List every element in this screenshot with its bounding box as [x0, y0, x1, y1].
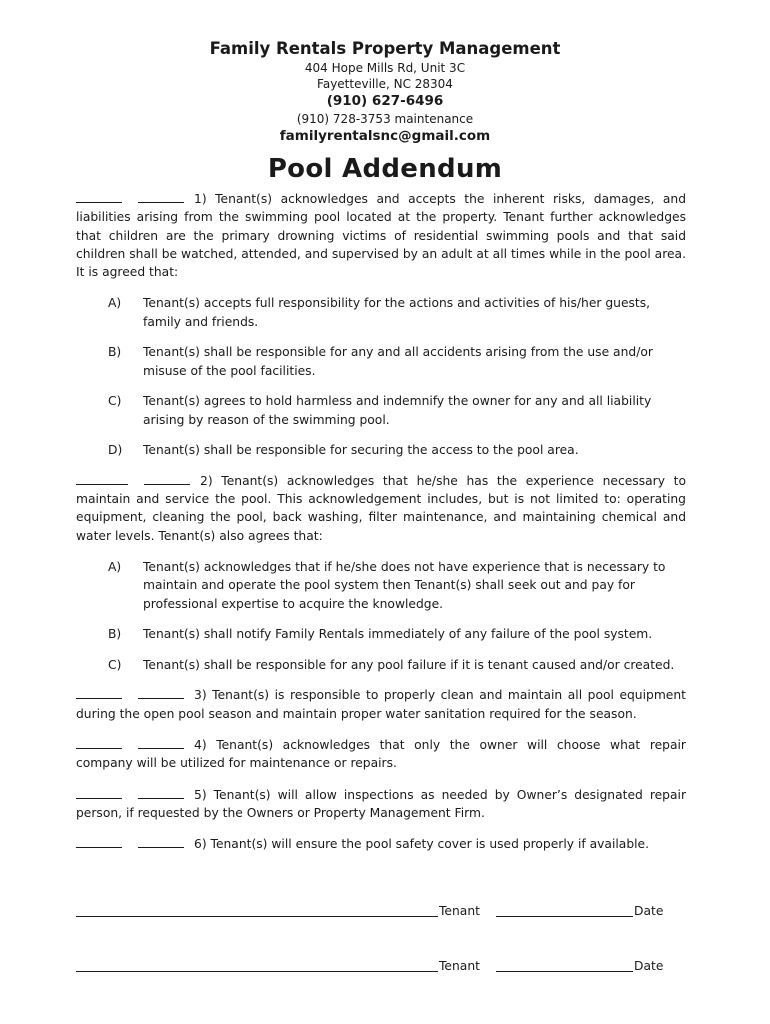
- tenant-signature-line[interactable]: [76, 970, 438, 972]
- clause-text: 3) Tenant(s) is responsible to properly clean and maintain all pool equipment during the open pool season and maintain proper water sanitation required for the season.: [76, 688, 686, 721]
- date-label: Date: [634, 959, 664, 973]
- initials-blank[interactable]: [76, 191, 122, 203]
- signature-row: [76, 957, 686, 1012]
- document-title: Pool Addendum: [267, 154, 503, 184]
- initials-blank[interactable]: [144, 473, 190, 485]
- clause-6: [76, 835, 686, 853]
- initials-blank[interactable]: [76, 687, 122, 699]
- list-item: C) Tenant(s) shall be responsible for any pool failure if it is tenant caused and/or created.: [108, 657, 675, 672]
- clause-text: 1) Tenant(s) acknowledges and accepts the inherent risks, damages, and liabilities arising from the swimming pool located at the property. Tenant further acknowledges that children are the primary drowning victims of residential swimming pools and that said children shall be watched, attended, and supervised by an adult at all times while in the pool area. It is agreed that:: [76, 192, 686, 280]
- signature-block: [76, 902, 686, 1012]
- address-line-1: 404 Hope Mills Rd, Unit 3C: [304, 61, 466, 75]
- date-label: Date: [634, 904, 664, 918]
- list-item: A) Tenant(s) accepts full responsibility for the actions and activities of his/her guests, family and friends.: [108, 296, 651, 329]
- clause-2: [76, 472, 686, 545]
- clause-5: [76, 786, 686, 823]
- tenant-label: Tenant: [439, 904, 480, 918]
- list-item: A) Tenant(s) acknowledges that if he/she does not have experience that is necessary to maintain and operate the pool system then Tenant(s) shall seek out and pay for professional expertise to acquire the knowledge.: [108, 559, 666, 611]
- list-item: D) Tenant(s) shall be responsible for securing the access to the pool area.: [108, 443, 579, 458]
- tenant-signature-line[interactable]: [76, 915, 438, 917]
- phone-number: (910) 627-6496: [326, 93, 444, 109]
- clause-2-list: [76, 558, 686, 674]
- initials-blank[interactable]: [76, 473, 128, 485]
- spacer: [76, 773, 686, 786]
- initials-blank[interactable]: [76, 836, 122, 848]
- letterhead: [0, 38, 770, 146]
- signature-row: [76, 902, 686, 957]
- initials-blank[interactable]: [138, 191, 184, 203]
- spacer: [76, 723, 686, 736]
- clause-3: [76, 686, 686, 723]
- initials-blank[interactable]: [138, 787, 184, 799]
- maintenance-phone: (910) 728-3753 maintenance: [296, 112, 474, 126]
- initials-blank[interactable]: [76, 737, 122, 749]
- clause-text: 5) Tenant(s) will allow inspections as needed by Owner’s designated repair person, if requested by the Owners or Property Management Firm.: [76, 787, 686, 820]
- date-line[interactable]: [496, 970, 633, 972]
- list-item: B) Tenant(s) shall notify Family Rentals immediately of any failure of the pool system.: [108, 627, 653, 642]
- company-name: Family Rentals Property Management: [209, 39, 561, 58]
- clause-1: [76, 190, 686, 281]
- address-line-2: Fayetteville, NC 28304: [317, 77, 453, 91]
- initials-blank[interactable]: [76, 787, 122, 799]
- clause-text: 4) Tenant(s) acknowledges that only the owner will choose what repair company will be utilized for maintenance or repairs.: [76, 737, 686, 771]
- list-item: C) Tenant(s) agrees to hold harmless and indemnify the owner for any and all liability arising by reason of the swimming pool.: [108, 394, 652, 427]
- clause-4: [76, 736, 686, 773]
- date-line[interactable]: [496, 915, 633, 917]
- list-item: B) Tenant(s) shall be responsible for any and all accidents arising from the use and/or misuse of the pool facilities.: [108, 345, 653, 378]
- clause-text: 6) Tenant(s) will ensure the pool safety cover is used properly if available.: [194, 837, 650, 852]
- email-address: familyrentalsnc@gmail.com: [279, 128, 491, 144]
- initials-blank[interactable]: [138, 737, 184, 749]
- addendum-body: [76, 190, 686, 853]
- clause-text: 2) Tenant(s) acknowledges that he/she has the experience necessary to maintain and service the pool. This acknowledgement includes, but is not limited to: operating equipment, cleaning the pool, back washing, filter maintenance, and maintaining chemical and water levels. Tenant(s) also agrees that:: [76, 473, 686, 543]
- initials-blank[interactable]: [138, 687, 184, 699]
- tenant-label: Tenant: [439, 959, 480, 973]
- initials-blank[interactable]: [138, 836, 184, 848]
- clause-1-list: [76, 294, 686, 459]
- spacer: [76, 822, 686, 835]
